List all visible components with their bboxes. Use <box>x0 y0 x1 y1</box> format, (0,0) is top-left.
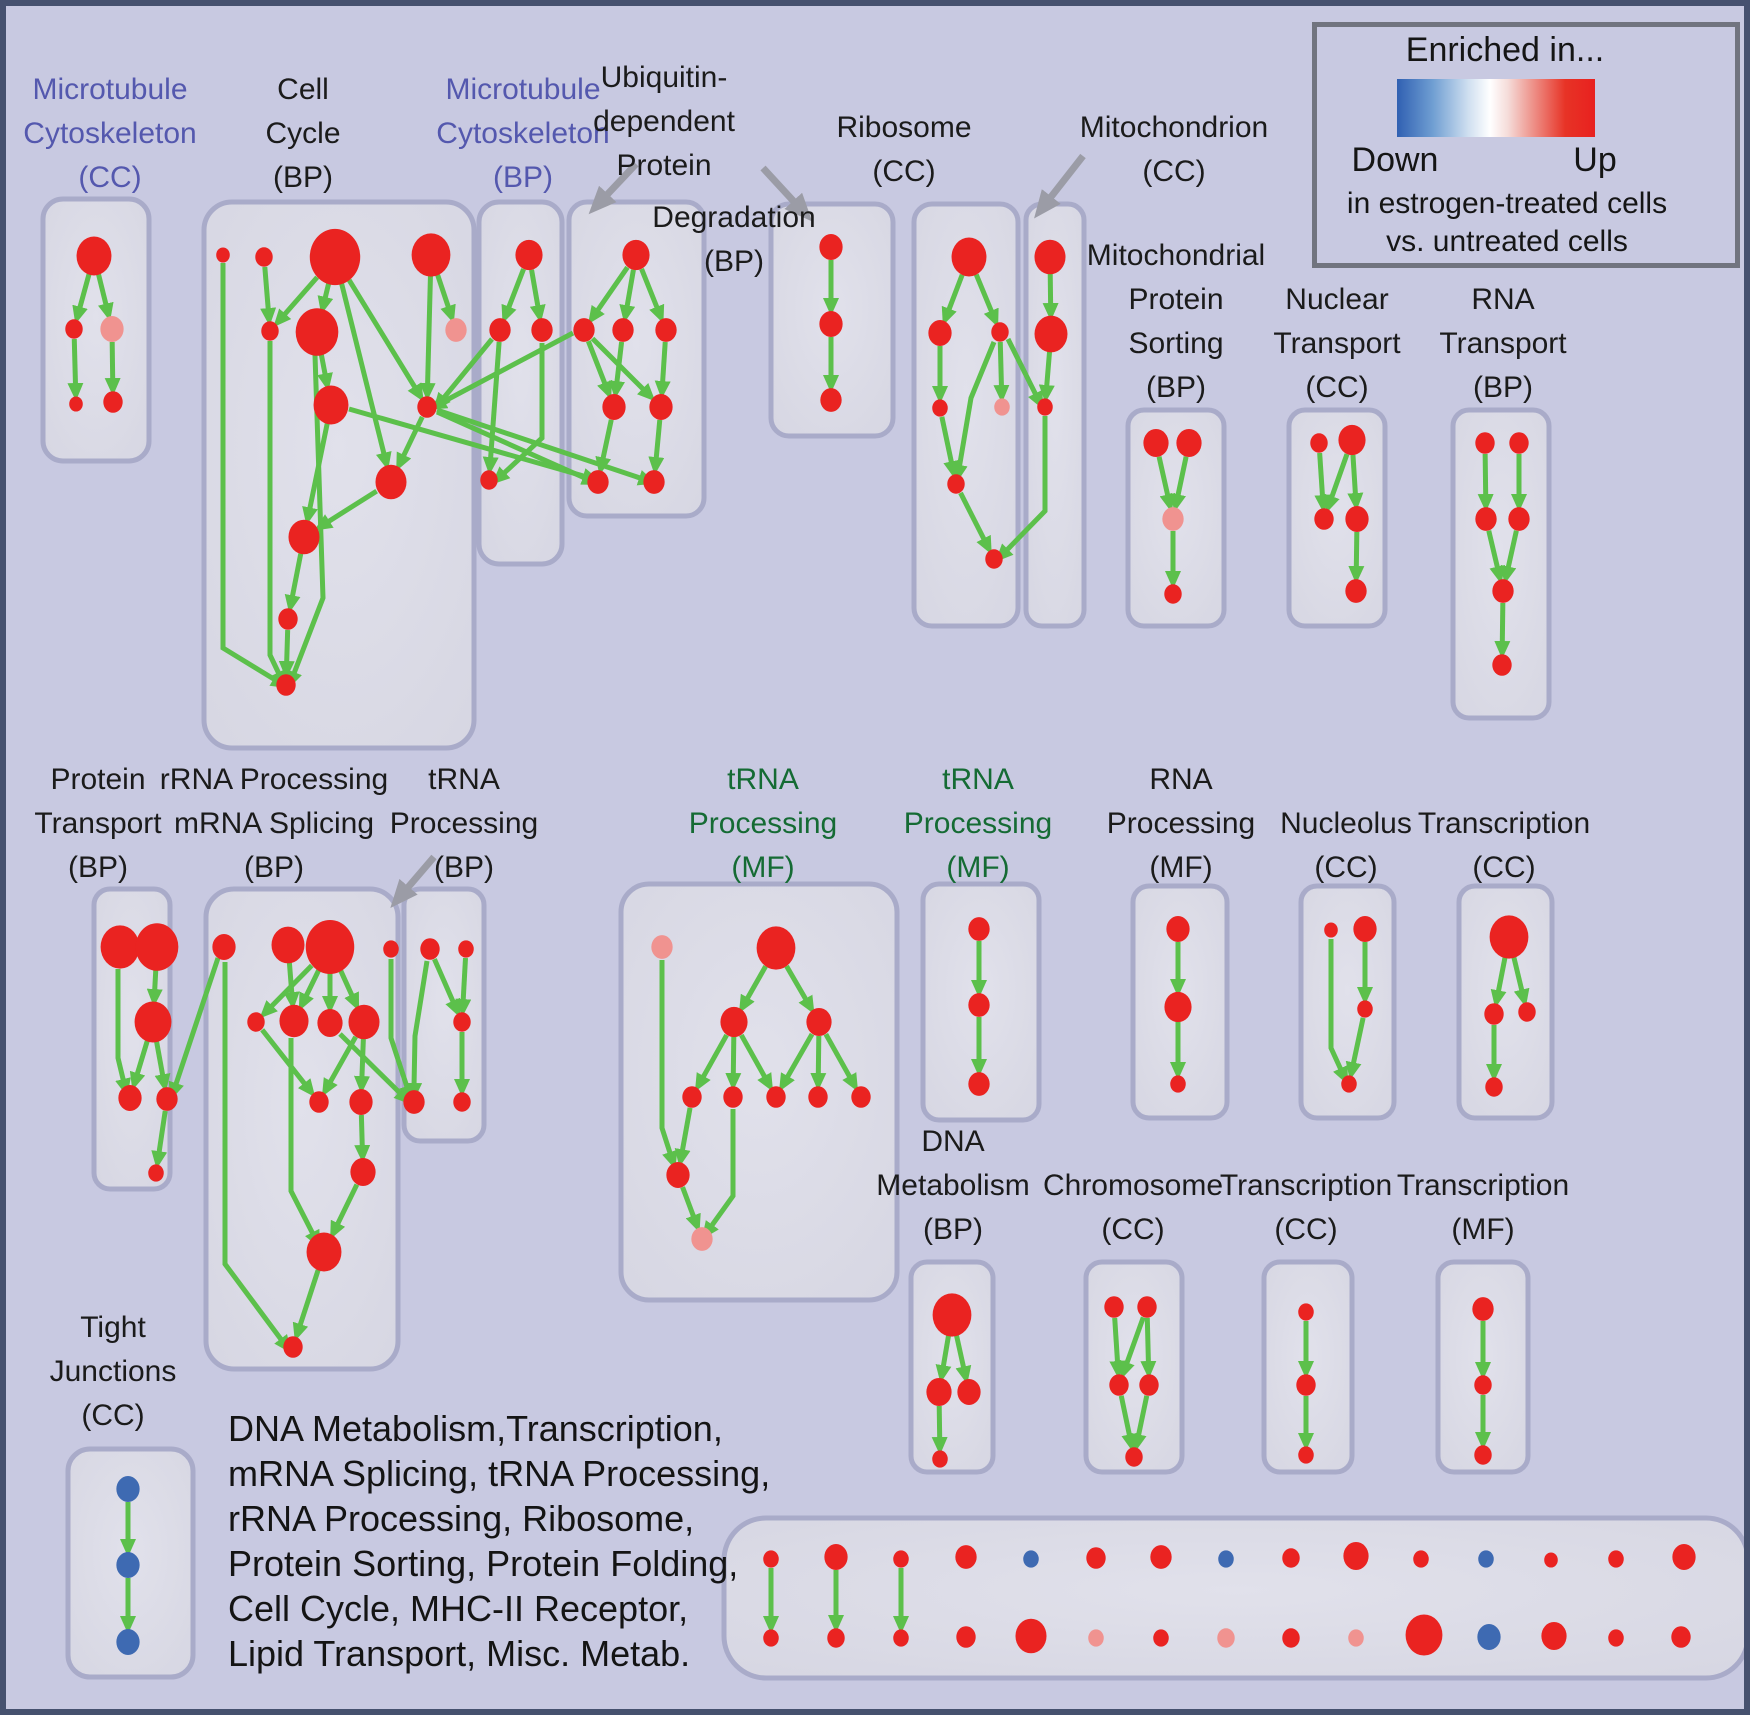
cluster-label-protein-transport <box>34 758 161 890</box>
cluster-label-chromosome-cc <box>1043 1164 1223 1252</box>
cluster-label-nucleolus-cc <box>1280 802 1412 890</box>
cluster-label-line: (MF) <box>731 851 795 884</box>
cluster-label-line: tRNA <box>942 763 1014 796</box>
cluster-label-line: (CC) <box>1274 1213 1338 1246</box>
cluster-label-line: (BP) <box>1145 371 1206 404</box>
legend-gradient-bar <box>1397 79 1595 137</box>
cluster-label-line: Chromosome <box>1042 1169 1224 1202</box>
cluster-label-line: Processing <box>688 807 838 840</box>
cluster-label-line: (CC) <box>1142 155 1206 188</box>
cluster-label-line: (CC) <box>1472 851 1536 884</box>
cluster-label-line: Processing <box>389 807 539 840</box>
cluster-label-dna-metabolism <box>876 1120 1029 1252</box>
cluster-label-line: (MF) <box>1451 1213 1515 1246</box>
cluster-label-line: Sorting <box>1128 327 1224 360</box>
legend-subtitle-line2: vs. untreated cells <box>1386 225 1628 258</box>
cluster-label-line: rRNA Processing <box>159 763 389 796</box>
cluster-label-line: Processing <box>903 807 1053 840</box>
cluster-label-line: (CC) <box>1101 1213 1165 1246</box>
cluster-label-line: Cell <box>277 73 329 106</box>
cluster-label-line: Degradation <box>652 201 816 234</box>
cluster-label-line: Microtubule <box>445 73 601 106</box>
cluster-label-line: Protein <box>50 763 146 796</box>
legend-up-label: Up <box>1573 141 1617 179</box>
cluster-label-line: Microtubule <box>32 73 188 106</box>
cluster-label-microtubule-bp <box>436 68 609 200</box>
cluster-label-mito-protein-sorting <box>1087 234 1265 410</box>
cluster-label-line: Mitochondrion <box>1079 111 1269 144</box>
cluster-label-trna-processing-mf-large <box>689 758 837 890</box>
cluster-label-cell-cycle <box>265 68 340 200</box>
cluster-label-line: Cycle <box>265 117 341 150</box>
cluster-label-line: Nucleolus <box>1280 807 1412 840</box>
cluster-label-line: (BP) <box>703 245 764 278</box>
cluster-label-line: (BP) <box>67 851 128 884</box>
cluster-label-line: (CC) <box>1305 371 1369 404</box>
cluster-label-line: DNA <box>921 1125 985 1158</box>
legend-down-label: Down <box>1351 141 1439 179</box>
note-line: Cell Cycle, MHC-II Receptor, <box>228 1588 689 1629</box>
cluster-label-line: Nuclear <box>1285 283 1389 316</box>
cluster-label-line: RNA <box>1471 283 1535 316</box>
cluster-label-line: (BP) <box>1472 371 1533 404</box>
legend-title: Enriched in... <box>1405 31 1605 69</box>
cluster-label-line: Tight <box>80 1311 146 1344</box>
cluster-label-trna-processing-bp <box>390 758 538 890</box>
cluster-label-rna-transport <box>1439 278 1566 410</box>
misc-clusters-note <box>228 1406 770 1676</box>
cluster-label-line: Ubiquitin- <box>600 61 728 94</box>
cluster-label-ubiquitin-label-top <box>593 56 735 188</box>
cluster-label-line: tRNA <box>727 763 799 796</box>
cluster-label-line: tRNA <box>428 763 500 796</box>
cluster-label-line: Cytoskeleton <box>436 117 610 150</box>
cluster-label-line: (BP) <box>272 161 333 194</box>
cluster-label-line: (CC) <box>81 1399 145 1432</box>
legend-box <box>1312 22 1740 268</box>
cluster-label-line: Protein <box>1128 283 1224 316</box>
cluster-label-ribosome-cc <box>836 106 971 194</box>
cluster-label-line: (BP) <box>493 161 553 194</box>
cluster-label-line: Transport <box>1273 327 1401 360</box>
cluster-label-line: (CC) <box>78 161 142 194</box>
cluster-label-line: (MF) <box>1149 851 1213 884</box>
note-line: Lipid Transport, Misc. Metab. <box>228 1633 691 1674</box>
cluster-label-line: (MF) <box>946 851 1010 884</box>
cluster-label-tight-junctions <box>50 1306 177 1438</box>
cluster-label-line: Ribosome <box>836 111 972 144</box>
cluster-label-line: (BP) <box>243 851 304 884</box>
cluster-label-transcription-mf <box>1397 1164 1569 1252</box>
cluster-label-line: Mitochondrial <box>1086 239 1266 272</box>
cluster-label-line: Transport <box>1439 327 1567 360</box>
note-line: Protein Sorting, Protein Folding, <box>228 1543 739 1584</box>
cluster-label-line: Junctions <box>49 1355 177 1388</box>
cluster-label-line: dependent <box>593 105 735 138</box>
note-line: rRNA Processing, Ribosome, <box>228 1498 695 1539</box>
cluster-label-rna-processing-mf <box>1107 758 1255 890</box>
cluster-label-microtubule-cc <box>23 68 196 200</box>
cluster-label-line: Transport <box>34 807 162 840</box>
cluster-label-transcription-cc-mid <box>1418 802 1590 890</box>
cluster-label-line: mRNA Splicing <box>173 807 375 840</box>
cluster-label-line: (CC) <box>872 155 936 188</box>
legend-subtitle-line1: in estrogen-treated cells <box>1346 187 1668 220</box>
cluster-label-line: (BP) <box>434 851 494 884</box>
note-line: DNA Metabolism,Transcription, <box>228 1408 723 1449</box>
cluster-label-line: Metabolism <box>876 1169 1030 1202</box>
cluster-label-line: Transcription <box>1396 1169 1570 1202</box>
cluster-label-line: Processing <box>1106 807 1256 840</box>
cluster-label-trna-processing-mf-small <box>904 758 1052 890</box>
cluster-label-line: (CC) <box>1314 851 1378 884</box>
cluster-label-ubiquitin-label-bottom <box>652 196 815 284</box>
cluster-label-line: Cytoskeleton <box>23 117 197 150</box>
cluster-label-mitochondrion-cc <box>1080 106 1268 194</box>
cluster-label-nuclear-transport <box>1273 278 1400 410</box>
cluster-label-line: (BP) <box>922 1213 983 1246</box>
cluster-label-transcription-cc-bottom <box>1220 1164 1392 1252</box>
cluster-label-line: Protein <box>616 149 712 182</box>
note-line: mRNA Splicing, tRNA Processing, <box>228 1453 771 1494</box>
cluster-label-line: RNA <box>1149 763 1213 796</box>
cluster-label-rrna-processing-mrna-splicing <box>160 758 388 890</box>
cluster-label-line: Transcription <box>1417 807 1591 840</box>
cluster-label-line: Transcription <box>1219 1169 1393 1202</box>
